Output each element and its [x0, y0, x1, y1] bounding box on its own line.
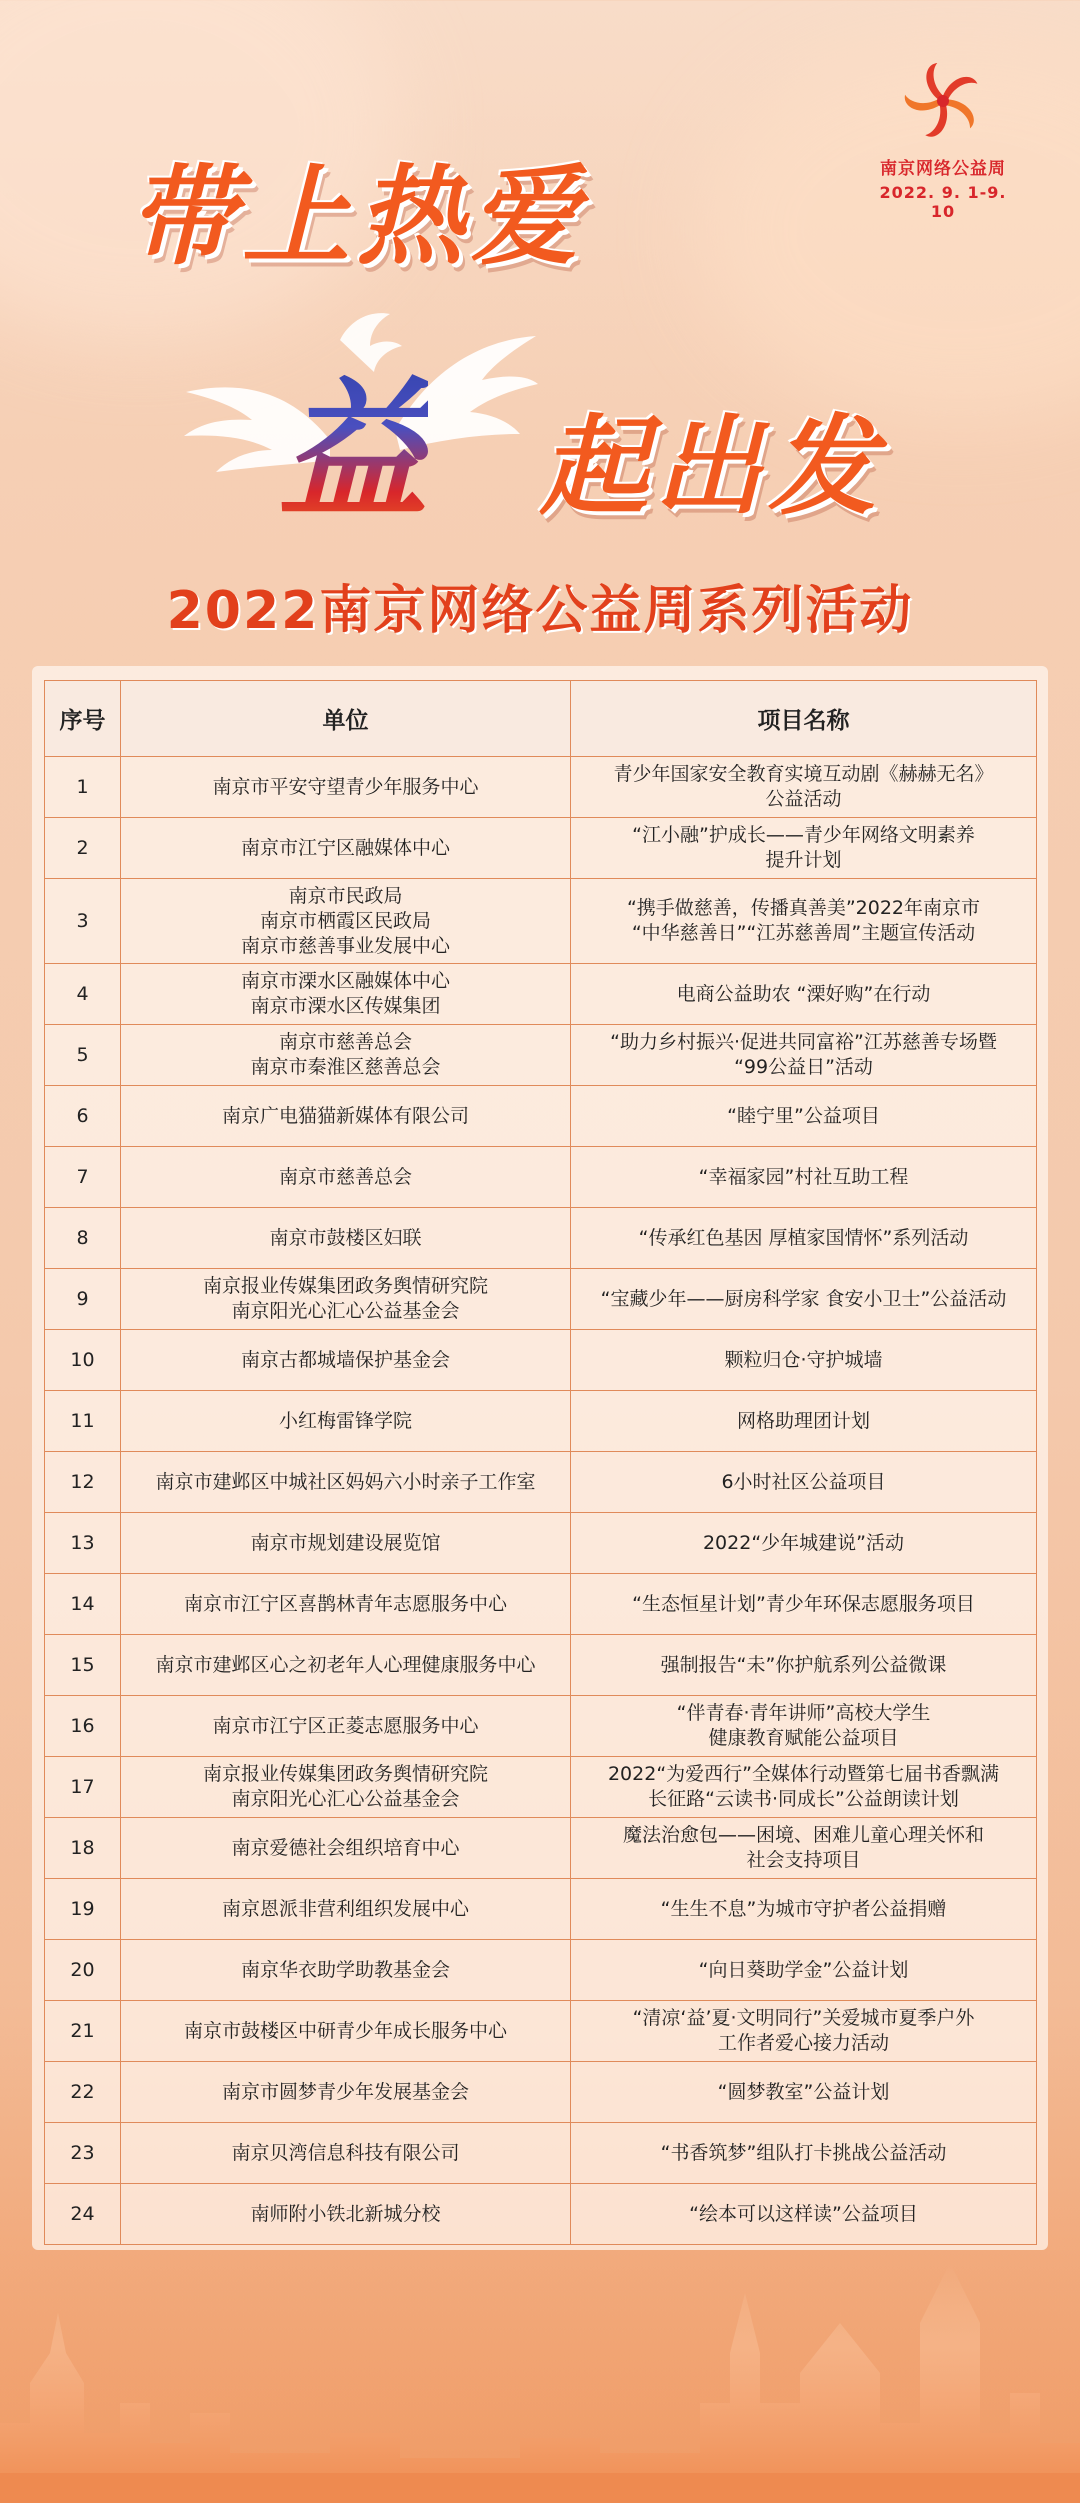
pinwheel-logo-icon [900, 58, 986, 144]
table-row [45, 1513, 1037, 1574]
row-number: 1 [45, 757, 121, 818]
logo-date: 2022. 9. 1-9. 10 [879, 183, 1007, 221]
row-number: 19 [45, 1879, 121, 1940]
row-number: 11 [45, 1391, 121, 1452]
row-project: “助力乡村振兴·促进共同富裕”江苏慈善专场暨 “99公益日”活动 [571, 1025, 1037, 1086]
headline-line-1: 带上热爱 [128, 155, 585, 280]
row-unit: 南京市江宁区正菱志愿服务中心 [121, 1696, 571, 1757]
row-number: 8 [45, 1208, 121, 1269]
row-unit: 南京华衣助学助教基金会 [121, 1940, 571, 2001]
table-row [45, 1574, 1037, 1635]
row-unit: 南京市溧水区融媒体中心 南京市溧水区传媒集团 [121, 964, 571, 1025]
table-row [45, 818, 1037, 879]
table-row [45, 1940, 1037, 2001]
row-project: “清凉‘益’夏·文明同行”关爱城市夏季户外 工作者爱心接力活动 [571, 2001, 1037, 2062]
row-number: 14 [45, 1574, 121, 1635]
row-number: 23 [45, 2123, 121, 2184]
table-row [45, 1391, 1037, 1452]
row-project: “江小融”护成长——青少年网络文明素养 提升计划 [571, 818, 1037, 879]
city-skyline-icon [0, 2203, 1080, 2503]
row-project: “向日葵助学金”公益计划 [571, 1940, 1037, 2001]
row-project: 6小时社区公益项目 [571, 1452, 1037, 1513]
table-row [45, 1879, 1037, 1940]
table-row [45, 1818, 1037, 1879]
table-row [45, 1208, 1037, 1269]
activity-table [44, 680, 1037, 2245]
table-row [45, 2123, 1037, 2184]
row-number: 5 [45, 1025, 121, 1086]
row-unit: 南京市鼓楼区中研青少年成长服务中心 [121, 2001, 571, 2062]
table-row [45, 1025, 1037, 1086]
table-row [45, 879, 1037, 964]
table-row [45, 1635, 1037, 1696]
row-unit: 南师附小铁北新城分校 [121, 2184, 571, 2245]
row-unit: 南京恩派非营利组织发展中心 [121, 1879, 571, 1940]
row-project: “圆梦教室”公益计划 [571, 2062, 1037, 2123]
table-header-row [45, 681, 1037, 757]
row-unit: 南京市平安守望青少年服务中心 [121, 757, 571, 818]
table-row [45, 964, 1037, 1025]
row-unit: 南京市规划建设展览馆 [121, 1513, 571, 1574]
row-unit: 南京市建邺区心之初老年人心理健康服务中心 [121, 1635, 571, 1696]
header-number: 序号 [45, 681, 121, 757]
row-unit: 南京贝湾信息科技有限公司 [121, 2123, 571, 2184]
row-project: “生生不息”为城市守护者公益捐赠 [571, 1879, 1037, 1940]
table-row [45, 1757, 1037, 1818]
row-unit: 南京广电猫猫新媒体有限公司 [121, 1086, 571, 1147]
row-number: 24 [45, 2184, 121, 2245]
row-unit: 小红梅雷锋学院 [121, 1391, 571, 1452]
row-project: “绘本可以这样读”公益项目 [571, 2184, 1037, 2245]
row-project: “书香筑梦”组队打卡挑战公益活动 [571, 2123, 1037, 2184]
page-subtitle: 2022南京网络公益周系列活动 [166, 581, 914, 641]
row-project: 青少年国家安全教育实境互动剧《赫赫无名》 公益活动 [571, 757, 1037, 818]
row-project: “睦宁里”公益项目 [571, 1086, 1037, 1147]
row-project: “伴青春·青年讲师”高校大学生 健康教育赋能公益项目 [571, 1696, 1037, 1757]
logo-title: 南京网络公益周 [880, 159, 1006, 179]
table-row [45, 1696, 1037, 1757]
row-project: 颗粒归仓·守护城墙 [571, 1330, 1037, 1391]
row-number: 2 [45, 818, 121, 879]
row-number: 20 [45, 1940, 121, 2001]
row-project: 网格助理团计划 [571, 1391, 1037, 1452]
row-number: 4 [45, 964, 121, 1025]
row-project: “宝藏少年——厨房科学家 食安小卫士”公益活动 [571, 1269, 1037, 1330]
row-number: 13 [45, 1513, 121, 1574]
row-unit: 南京古都城墙保护基金会 [121, 1330, 571, 1391]
row-number: 10 [45, 1330, 121, 1391]
table-row [45, 1147, 1037, 1208]
row-unit: 南京市慈善总会 [121, 1147, 571, 1208]
row-number: 17 [45, 1757, 121, 1818]
row-unit: 南京市建邺区中城社区妈妈六小时亲子工作室 [121, 1452, 571, 1513]
row-number: 18 [45, 1818, 121, 1879]
row-project: “幸福家园”村社互助工程 [571, 1147, 1037, 1208]
activity-table-card [32, 666, 1048, 2250]
row-number: 9 [45, 1269, 121, 1330]
row-unit: 南京报业传媒集团政务舆情研究院 南京阳光心汇心公益基金会 [121, 1269, 571, 1330]
row-unit: 南京爱德社会组织培育中心 [121, 1818, 571, 1879]
row-project: 电商公益助农 “溧好购”在行动 [571, 964, 1037, 1025]
header-project: 项目名称 [571, 681, 1037, 757]
event-logo [868, 58, 1018, 221]
table-row [45, 2062, 1037, 2123]
row-unit: 南京市江宁区融媒体中心 [121, 818, 571, 879]
row-project: 2022“为爱西行”全媒体行动暨第七届书香飘满 长征路“云读书·同成长”公益朗读计划 [571, 1757, 1037, 1818]
headline-line-2: 起出发 [540, 405, 883, 530]
row-unit: 南京市民政局 南京市栖霞区民政局 南京市慈善事业发展中心 [121, 879, 571, 964]
row-unit: 南京市鼓楼区妇联 [121, 1208, 571, 1269]
table-row [45, 757, 1037, 818]
row-project: “传承红色基因 厚植家国情怀”系列活动 [571, 1208, 1037, 1269]
table-row [45, 1086, 1037, 1147]
row-number: 6 [45, 1086, 121, 1147]
row-unit: 南京市慈善总会 南京市秦淮区慈善总会 [121, 1025, 571, 1086]
row-project: 魔法治愈包——困境、困难儿童心理关怀和 社会支持项目 [571, 1818, 1037, 1879]
row-project: “携手做慈善，传播真善美”2022年南京市 “中华慈善日”“江苏慈善周”主题宣传活动 [571, 879, 1037, 964]
row-number: 12 [45, 1452, 121, 1513]
row-unit: 南京市江宁区喜鹊林青年志愿服务中心 [121, 1574, 571, 1635]
table-row [45, 2001, 1037, 2062]
row-number: 16 [45, 1696, 121, 1757]
header-unit: 单位 [121, 681, 571, 757]
row-project: “生态恒星计划”青少年环保志愿服务项目 [571, 1574, 1037, 1635]
headline-yi-character: 益 [278, 330, 428, 546]
row-number: 15 [45, 1635, 121, 1696]
table-row [45, 1330, 1037, 1391]
table-row [45, 1452, 1037, 1513]
row-project: 强制报告“未”你护航系列公益微课 [571, 1635, 1037, 1696]
row-unit: 南京报业传媒集团政务舆情研究院 南京阳光心汇心公益基金会 [121, 1757, 571, 1818]
row-project: 2022“少年城建说”活动 [571, 1513, 1037, 1574]
table-body [45, 757, 1037, 2245]
row-number: 7 [45, 1147, 121, 1208]
row-number: 3 [45, 879, 121, 964]
row-unit: 南京市圆梦青少年发展基金会 [121, 2062, 571, 2123]
table-row [45, 1269, 1037, 1330]
row-number: 22 [45, 2062, 121, 2123]
row-number: 21 [45, 2001, 121, 2062]
